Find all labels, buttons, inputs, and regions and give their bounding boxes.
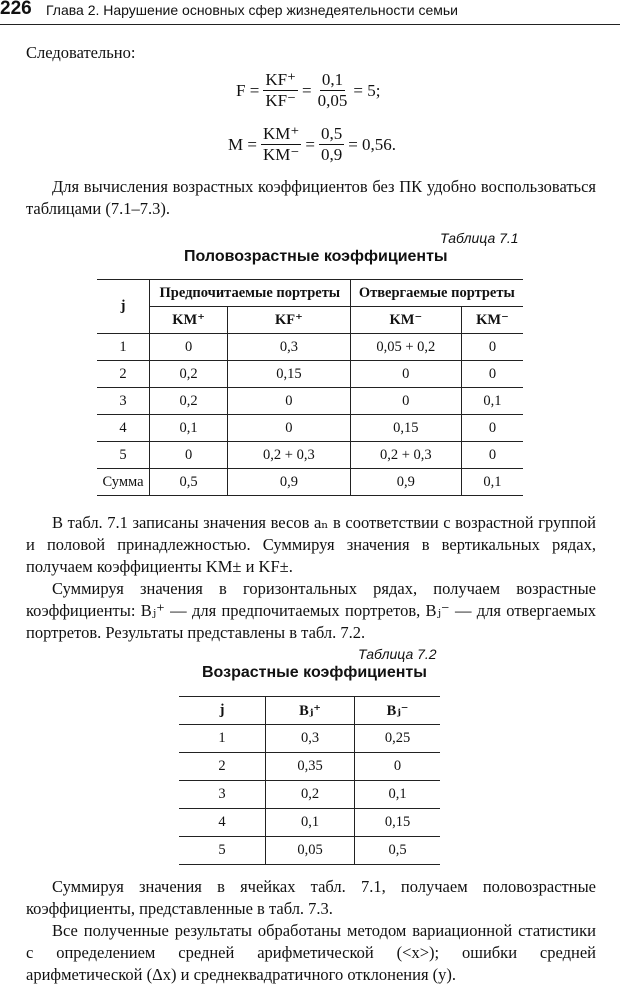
table-cell: 0,2 + 0,3 — [228, 442, 350, 469]
table-cell: 0,2 + 0,3 — [350, 442, 461, 469]
table-cell: 0,35 — [266, 753, 355, 781]
table-cell: 0,1 — [461, 469, 523, 496]
table-cell: 0,2 — [266, 781, 355, 809]
table-2-header: j — [179, 697, 266, 725]
paragraph-4: Суммируя значения в ячейках табл. 7.1, получаем половозрастные коэффициенты, представленные в табл. 7.3. — [26, 877, 596, 918]
table-cell: 5 — [179, 837, 266, 865]
table-row — [97, 334, 523, 361]
table-1-subheader: KM⁻ — [461, 307, 523, 334]
formula-f-lhs: F — [236, 80, 246, 100]
table-cell: 0 — [350, 388, 461, 415]
table-cell: 5 — [97, 442, 150, 469]
table-row — [97, 442, 523, 469]
table-2-caption: Таблица 7.2 — [358, 646, 437, 662]
table-2-header: Bⱼ⁻ — [355, 697, 441, 725]
table-row — [179, 753, 440, 781]
table-1-subheader: KM⁻ — [350, 307, 461, 334]
formula-m-num2: 0,5 — [320, 124, 343, 143]
table-2-header: Bⱼ⁺ — [266, 697, 355, 725]
table-cell: 0,1 — [150, 415, 228, 442]
table-2-title: Возрастные коэффициенты — [202, 664, 427, 681]
table-cell: 3 — [179, 781, 266, 809]
formula-m-lhs: M — [228, 134, 244, 154]
table-cell: 0,9 — [350, 469, 461, 496]
formula-m: M = $\frac{KM^+}{KM^-}$ = $\frac{0,5}{0,9}$ = 0,56. — [228, 124, 397, 164]
formula-m-den1: KM⁻ — [262, 145, 300, 164]
paragraph-3: Суммируя значения в горизонтальных рядах, получаем возрастные коэффициенты: Bⱼ⁺ — для предпочитаемых портретов, Bⱼ⁻ — для отвергаемых портретов. Результаты представлены в табл. 7.2. — [26, 579, 596, 642]
table-1-header-preferred: Предпочитаемые портреты — [150, 280, 351, 307]
table-row-sum — [97, 469, 523, 496]
formula-m-den2: 0,9 — [320, 145, 343, 164]
formula-f-den2: 0,05 — [317, 91, 348, 110]
table-cell: 0,15 — [228, 361, 350, 388]
table-cell: 0,25 — [355, 725, 441, 753]
table-row — [97, 388, 523, 415]
table-cell: 0 — [228, 388, 350, 415]
table-cell: 1 — [179, 725, 266, 753]
table-row — [97, 415, 523, 442]
table-cell: 0,3 — [228, 334, 350, 361]
table-cell: Сумма — [97, 469, 150, 496]
table-cell: 0 — [461, 442, 523, 469]
table-1-title: Половозрастные коэффициенты — [184, 248, 448, 265]
table-cell: 0,1 — [266, 809, 355, 837]
paragraph-1: Для вычисления возрастных коэффициентов без ПК удобно воспользоваться таблицами (7.1–7.3). — [26, 177, 596, 218]
chapter-title: Глава 2. Нарушение основных сфер жизнедеятельности семьи — [46, 2, 459, 18]
formula-f-num1: KF⁺ — [265, 70, 297, 89]
table-row — [179, 781, 440, 809]
table-cell: 0,05 — [266, 837, 355, 865]
formula-f-den1: KF⁻ — [265, 91, 297, 110]
table-cell: 0,2 — [150, 361, 228, 388]
table-cell: 0,15 — [350, 415, 461, 442]
table-2 — [179, 696, 440, 865]
table-cell: 0 — [150, 334, 228, 361]
table-1-caption: Таблица 7.1 — [440, 230, 519, 246]
table-row — [179, 837, 440, 865]
page-number: 226 — [0, 0, 32, 19]
table-1 — [97, 279, 523, 496]
table-cell: 0 — [355, 753, 441, 781]
table-cell: 0,5 — [150, 469, 228, 496]
table-1-header-j: j — [97, 280, 150, 334]
table-cell: 0,1 — [355, 781, 441, 809]
table-cell: 0 — [228, 415, 350, 442]
formula-f-result: 5; — [367, 80, 381, 100]
table-1-subheader: KM⁺ — [150, 307, 228, 334]
table-cell: 0 — [150, 442, 228, 469]
table-cell: 0,1 — [461, 388, 523, 415]
formula-f: F = $\frac{KF^+}{KF^-}$ = $\frac{0,1}{0,05}$ = 5; — [236, 70, 381, 110]
table-cell: 0,5 — [355, 837, 441, 865]
table-cell: 0,3 — [266, 725, 355, 753]
formula-f-num2: 0,1 — [321, 70, 344, 89]
formula-m-result: 0,56. — [362, 134, 397, 154]
table-1-subheader: KF⁺ — [228, 307, 350, 334]
table-cell: 2 — [97, 361, 150, 388]
table-1-header-rejected: Отвергаемые портреты — [350, 280, 523, 307]
table-row — [179, 725, 440, 753]
paragraph-5: Все полученные результаты обработаны методом вариационной статистики с определением средней арифметической (<x>); ошибки средней арифметической (Δx) и среднеквадратичного отклонения (y). — [26, 921, 596, 984]
table-cell: 0 — [461, 415, 523, 442]
table-cell: 3 — [97, 388, 150, 415]
table-cell: 0 — [461, 361, 523, 388]
table-cell: 1 — [97, 334, 150, 361]
table-cell: 4 — [97, 415, 150, 442]
table-cell: 4 — [179, 809, 266, 837]
table-cell: 2 — [179, 753, 266, 781]
table-cell: 0,15 — [355, 809, 441, 837]
formula-m-num1: KM⁺ — [262, 124, 300, 143]
intro-text: Следовательно: — [26, 43, 136, 62]
table-cell: 0,05 + 0,2 — [350, 334, 461, 361]
table-row — [179, 809, 440, 837]
table-cell: 0 — [350, 361, 461, 388]
table-cell: 0 — [461, 334, 523, 361]
table-row — [97, 361, 523, 388]
table-cell: 0,2 — [150, 388, 228, 415]
running-header — [0, 0, 620, 25]
table-cell: 0,9 — [228, 469, 350, 496]
paragraph-2: В табл. 7.1 записаны значения весов aₙ в соответствии с возрастной группой и половой принадлежностью. Суммируя значения в вертикальных рядах, получаем коэффициенты KM± и KF±. — [26, 513, 596, 576]
